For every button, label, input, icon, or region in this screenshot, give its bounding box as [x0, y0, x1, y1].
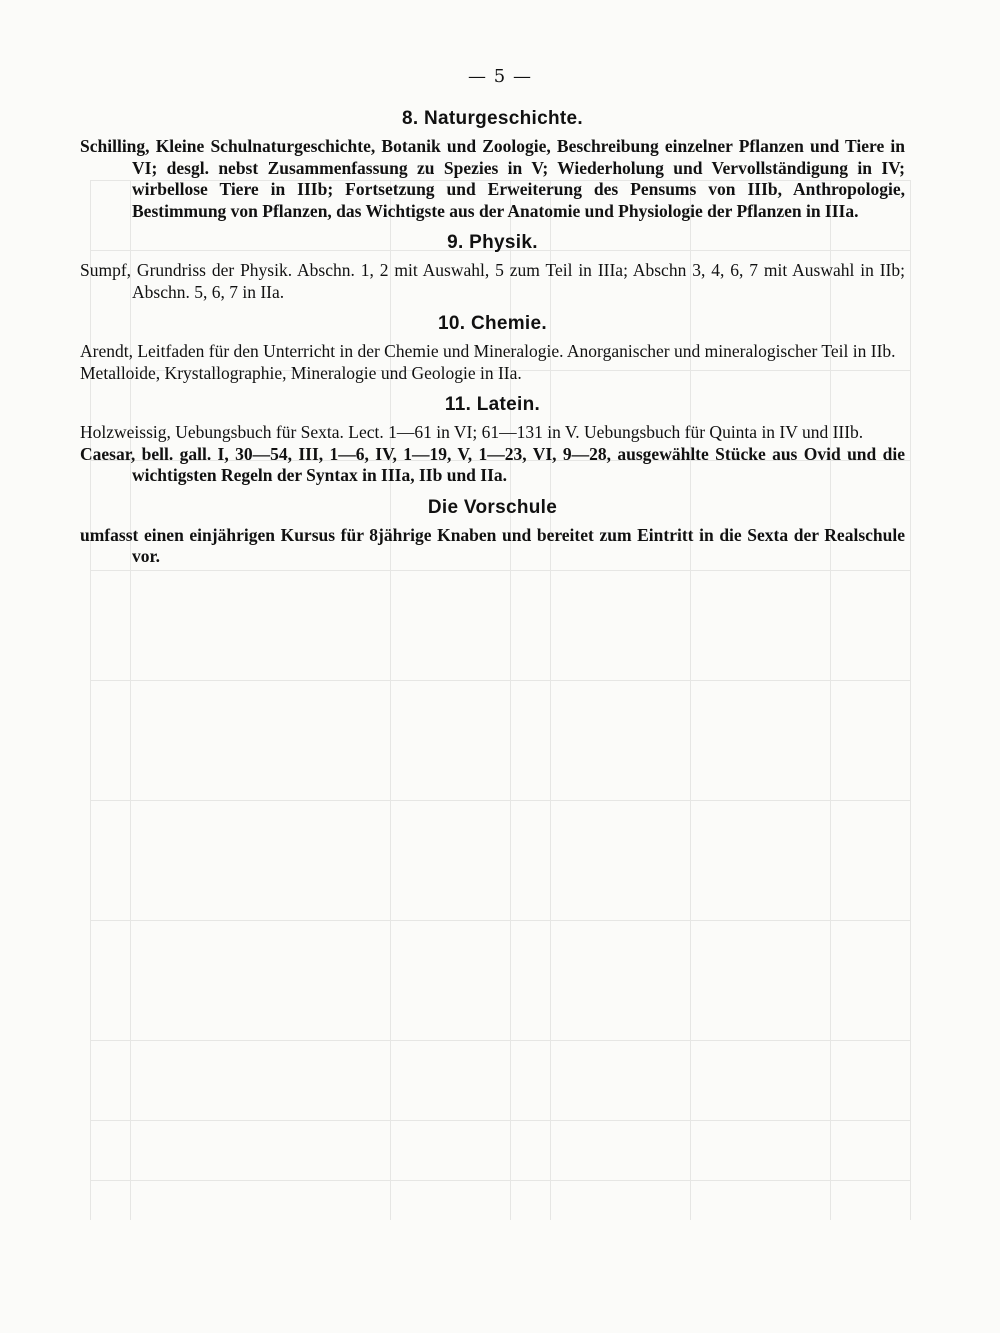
section-title: 11. Latein.	[444, 394, 541, 415]
section-vorschule	[80, 493, 905, 568]
section-naturgeschichte	[80, 104, 905, 222]
section-entry: Arendt, Leitfaden für den Unterricht in der Chemie und Mineralogie. Anorganischer und mineralogischer Teil in IIb.	[80, 341, 896, 361]
section-entry: Sumpf, Grundriss der Physik. Abschn. 1, 2 mit Auswahl, 5 zum Teil in IIIa; Abschn 3, 4, 6, 7 mit Auswahl in IIb; Abschn. 5, 6, 7 in IIa.	[80, 260, 905, 302]
section-entry: Holzweissig, Uebungsbuch für Sexta. Lect. 1—61 in VI; 61—131 in V. Uebungsbuch für Quinta in IV und IIIb.	[80, 422, 864, 442]
section-latein	[80, 390, 905, 487]
section-title: 9. Physik.	[447, 232, 538, 253]
section-physik	[80, 228, 905, 303]
section-entry: Schilling, Kleine Schulnaturgeschichte, Botanik und Zoologie, Beschreibung einzelner Pflanzen und Tiere in VI; desgl. nebst Zusammenfassung zu Spezies in V; Wiederholung und Vervollständigung in IV; wirbellose Tiere in IIIb; Fortsetzung und Erweiterung des Pensums von IIIb, Anthropologie, Bestimmung von Pflanzen, das Wichtigste aus der Anatomie und Physiologie der Pflanzen in IIIa.	[80, 136, 905, 221]
section-entry: Caesar, bell. gall. I, 30—54, III, 1—6, IV, 1—19, V, 1—23, VI, 9—28, ausgewählte Stücke aus Ovid und die wichtigsten Regeln der Syntax in IIIa, IIb und IIa.	[80, 443, 905, 485]
section-title: Die Vorschule	[427, 496, 558, 518]
page-number: — 5 —	[468, 66, 532, 87]
section-entry: Metalloide, Krystallographie, Mineralogie und Geologie in IIa.	[80, 362, 522, 383]
section-entry: umfasst einen einjährigen Kursus für 8jährige Knaben und bereitet zum Eintritt in die Sexta der Realschule vor.	[80, 524, 905, 566]
section-chemie	[80, 309, 905, 384]
page-body	[80, 104, 905, 568]
section-title: 8. Naturgeschichte.	[402, 108, 583, 129]
section-title: 10. Chemie.	[438, 313, 547, 334]
